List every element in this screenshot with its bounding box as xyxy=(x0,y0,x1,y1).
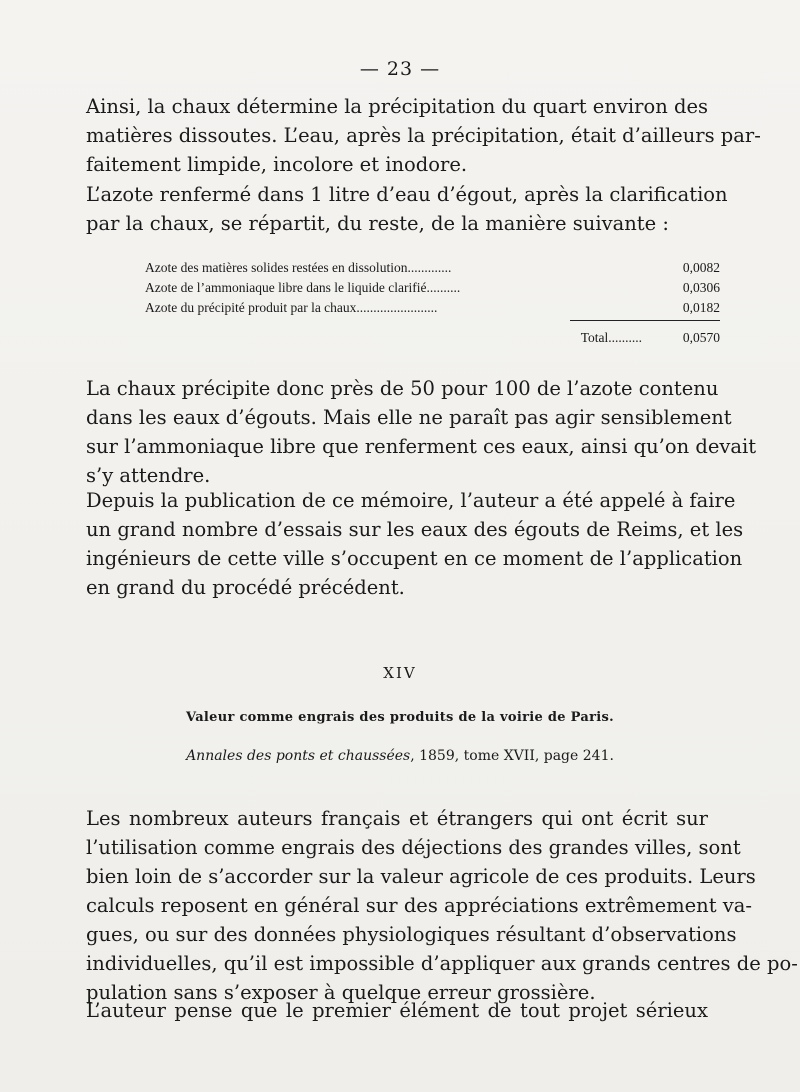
text-line: bien loin de s’accorder sur la valeur agricole de ces produits. Leurs xyxy=(86,865,756,888)
text-line: sur l’ammoniaque libre que renferment ces eaux, ainsi qu’on devait xyxy=(86,435,757,458)
row-label: Azote des matières solides restées en dissolution............. xyxy=(145,260,452,275)
row-value: 0,0182 xyxy=(682,300,720,315)
text-line: un grand nombre d’essais sur les eaux des égouts de Reims, et les xyxy=(86,518,744,541)
section-title: Valeur comme engrais des produits de la voirie de Paris. xyxy=(186,710,614,725)
page-number: — 23 — xyxy=(359,58,441,80)
paragraph-4 xyxy=(86,486,744,602)
source-journal: Annales des ponts et chaussées xyxy=(186,748,411,764)
row-label: Azote du précipité produit par la chaux........................ xyxy=(145,300,438,315)
source-details: , 1859, tome XVII, page 241. xyxy=(410,748,614,764)
text-line: par la chaux, se répartit, du reste, de la manière suivante : xyxy=(86,212,669,235)
text-line: individuelles, qu’il est impossible d’appliquer aux grands centres de po- xyxy=(86,952,798,975)
table-row xyxy=(145,298,720,318)
paragraph-5 xyxy=(86,804,798,1007)
text-line: l’utilisation comme engrais des déjections des grandes villes, sont xyxy=(86,836,741,859)
text-line: Depuis la publication de ce mémoire, l’auteur a été appelé à faire xyxy=(86,489,736,512)
text-line: calculs reposent en général sur des appréciations extrêmement va- xyxy=(86,894,752,917)
nitrogen-table xyxy=(145,258,720,345)
text-line: pulation sans s’exposer à quelque erreur grossière. xyxy=(86,981,596,1004)
total-label: Total.......... xyxy=(580,330,642,345)
table-row xyxy=(145,258,720,278)
section-number: XIV xyxy=(383,664,417,682)
row-label: Azote de l’ammoniaque libre dans le liquide clarifié.......... xyxy=(145,280,461,295)
text-line: L’auteur pense que le premier élément de tout projet sérieux xyxy=(86,999,708,1022)
row-value: 0,0082 xyxy=(682,260,720,275)
paragraph-3 xyxy=(86,374,757,490)
paragraph-6 xyxy=(86,996,708,1025)
table-row xyxy=(145,278,720,298)
row-value: 0,0306 xyxy=(682,280,720,295)
paragraph-1 xyxy=(86,92,761,179)
source-citation xyxy=(0,748,800,764)
text-line: L’azote renfermé dans 1 litre d’eau d’égout, après la clarification xyxy=(86,183,728,206)
text-line: ingénieurs de cette ville s’occupent en ce moment de l’application xyxy=(86,547,743,570)
total-row xyxy=(145,328,720,348)
text-line: s’y attendre. xyxy=(86,464,211,487)
text-line: faitement limpide, incolore et inodore. xyxy=(86,153,468,176)
text-line: La chaux précipite donc près de 50 pour 100 de l’azote contenu xyxy=(86,377,719,400)
text-line: Ainsi, la chaux détermine la précipitation du quart environ des xyxy=(86,95,708,118)
text-line: Les nombreux auteurs français et étrangers qui ont écrit sur xyxy=(86,807,708,830)
text-line: gues, ou sur des données physiologiques résultant d’observations xyxy=(86,923,737,946)
text-line: matières dissoutes. L’eau, après la précipitation, était d’ailleurs par- xyxy=(86,124,761,147)
paragraph-2 xyxy=(86,180,728,238)
text-line: dans les eaux d’égouts. Mais elle ne paraît pas agir sensiblement xyxy=(86,406,732,429)
sum-rule xyxy=(570,320,720,321)
text-line: en grand du procédé précédent. xyxy=(86,576,405,599)
total-value: 0,0570 xyxy=(682,330,720,345)
